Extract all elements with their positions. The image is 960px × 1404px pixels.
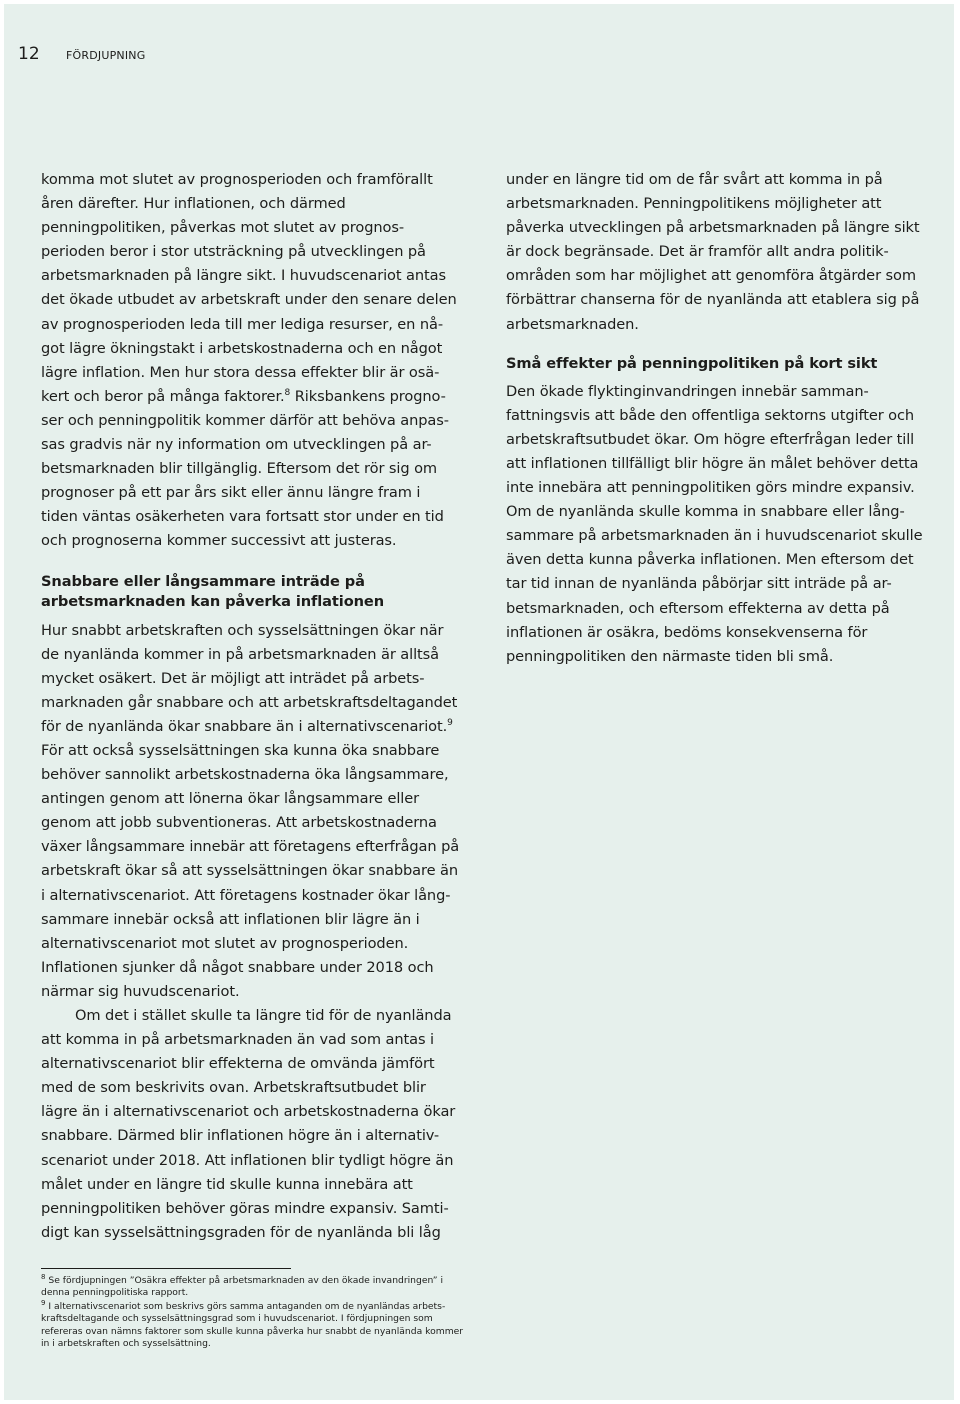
section-label: FÖRDJUPNING — [66, 49, 146, 62]
left-paragraph-2 — [41, 619, 471, 1005]
left-paragraph-2-part-a: Hur snabbt arbetskraften och sysselsättningen ökar när de nyanlända kommer in på arbetsmarknaden är alltså mycket osäkert. Det är möjligt att inträdet på arbets- marknaden går snabbare och att arbetskraftsdeltagandet för de nyanlända ökar snabbare än i alternativscenariot. — [41, 621, 458, 735]
left-column — [41, 168, 471, 1245]
footnote-ref-8[interactable]: 8 — [284, 387, 291, 398]
right-column — [506, 168, 931, 669]
footnote-number: 9 — [41, 1298, 46, 1307]
page — [4, 4, 954, 1400]
left-paragraph-1 — [41, 168, 471, 554]
footnote-divider — [41, 1268, 291, 1269]
left-paragraph-2-part-b: För att också sysselsättningen ska kunna öka snabbare behöver sannolikt arbetskostnaderna öka långsammare, antingen genom att lönerna ökar långsammare eller genom att jobb subventioneras. Att arbetskostnaderna växer långsammare innebär att företagens efterfrågan på arbetskraft ökar så att sysselsättningen ökar snabbare än i alternativscenariot. Att företagens kostnader ökar lång- sammare innebär också att inflationen blir lägre än i alternativscenariot mot slutet av prognosperioden. Inflationen sjunker då något snabbare under 2018 och närmar sig huvudscenariot. — [41, 741, 460, 1000]
right-paragraph-2: Den ökade flyktinginvandringen innebär samman- fattningsvis att både den offentliga sektorns utgifter och arbetskraftsutbudet ökar. Om högre efterfrågan leder till att inflationen tillfälligt blir högre än målet behöver detta inte innebära att penningpolitiken görs mindre expansiv. Om de nyanlända skulle komma in snabbare eller lång- sammare på arbetsmarknaden än i huvudscenariot skulle även detta kunna påverka inflationen. Men eftersom det tar tid innan de nyanlända påbörjar sitt inträde på ar- betsmarknaden, och eftersom effekterna av detta på inflationen är osäkra, bedöms konsekvenserna för penningpolitiken den närmaste tiden bli små. — [506, 382, 923, 665]
right-paragraph-1: under en längre tid om de får svårt att komma in på arbetsmarknaden. Penningpolitikens möjligheter att påverka utvecklingen på arbetsmarknaden på längre sikt är dock begränsade. Det är framför allt andra politik- områden som har möjlighet att genomföra åtgärder som förbättrar chanserna för de nyanlända att etablera sig på arbetsmarknaden. — [506, 171, 920, 333]
footnote-9 — [41, 1298, 471, 1351]
footnote-ref-9[interactable]: 9 — [447, 717, 453, 728]
footnote-number: 8 — [41, 1273, 46, 1281]
footnote-8 — [41, 1275, 471, 1300]
footnotes — [41, 1275, 471, 1350]
left-paragraph-3: Om det i stället skulle ta längre tid för de nyanlända att komma in på arbetsmarknaden än vad som antas i alternativscenariot blir effekterna de omvända jämfört med de som beskrivits ovan. Arbetskraftsutbudet blir lägre än i alternativscenariot och arbetskostnaderna ökar snabbare. Därmed blir inflationen högre än i alternativ- scenariot under 2018. Att inflationen blir tydligt högre än målet under en längre tid skulle kunna innebära att penningpolitiken behöver göras mindre expansiv. Samti- digt kan sysselsättningsgraden för de nyanlända bli låg — [41, 1007, 456, 1241]
footnote-text: Se fördjupningen ”Osäkra effekter på arbetsmarknaden av den ökade invandringen” i denna penningpolitiska rapport. — [41, 1275, 444, 1299]
left-paragraph-1-part-a: komma mot slutet av prognosperioden och framförallt åren därefter. Hur inflationen, och därmed penningpolitiken, påverkas mot slutet av prognos- perioden beror i stor utsträckning på utvecklingen på arbetsmarknaden på längre sikt. I huvudscenariot antas det ökade utbudet av arbetskraft under den senare delen av prognosperioden leda till mer lediga resurser, en nå- got lägre ökningstakt i arbetskostnaderna och en något lägre inflation. Men hur stora dessa effekter blir är osä- kert och beror på många faktorer. — [41, 171, 457, 405]
left-paragraph-1-part-b: Riksbankens progno- ser och penningpolitik kommer därför att behöva anpas- sas gradvis när ny information om utvecklingen på ar- betsmarknaden blir tillgänglig. Eftersom det rör sig om prognoser på ett par års sikt eller ännu längre fram i tiden väntas osäkerheten vara fortsatt stor under en tid och prognoserna kommer successivt att justeras. — [41, 387, 449, 550]
footnote-text: I alternativscenariot som beskrivs görs samma antaganden om de nyanländas arbets- kraftsdeltagande och sysselsättningsgrad som i huvudscenariot. I fördjupningen som refereras ovan nämns faktorer som skulle kunna påverka hur snabbt de nyanlända kommer in i arbetskraften och sysselsättning. — [41, 1300, 464, 1350]
left-section-heading: Snabbare eller långsammare inträde på arbetsmarknaden kan påverka inflationen — [41, 572, 384, 610]
page-number: 12 — [18, 44, 40, 64]
right-section-heading: Små effekter på penningpolitiken på kort sikt — [506, 354, 878, 372]
